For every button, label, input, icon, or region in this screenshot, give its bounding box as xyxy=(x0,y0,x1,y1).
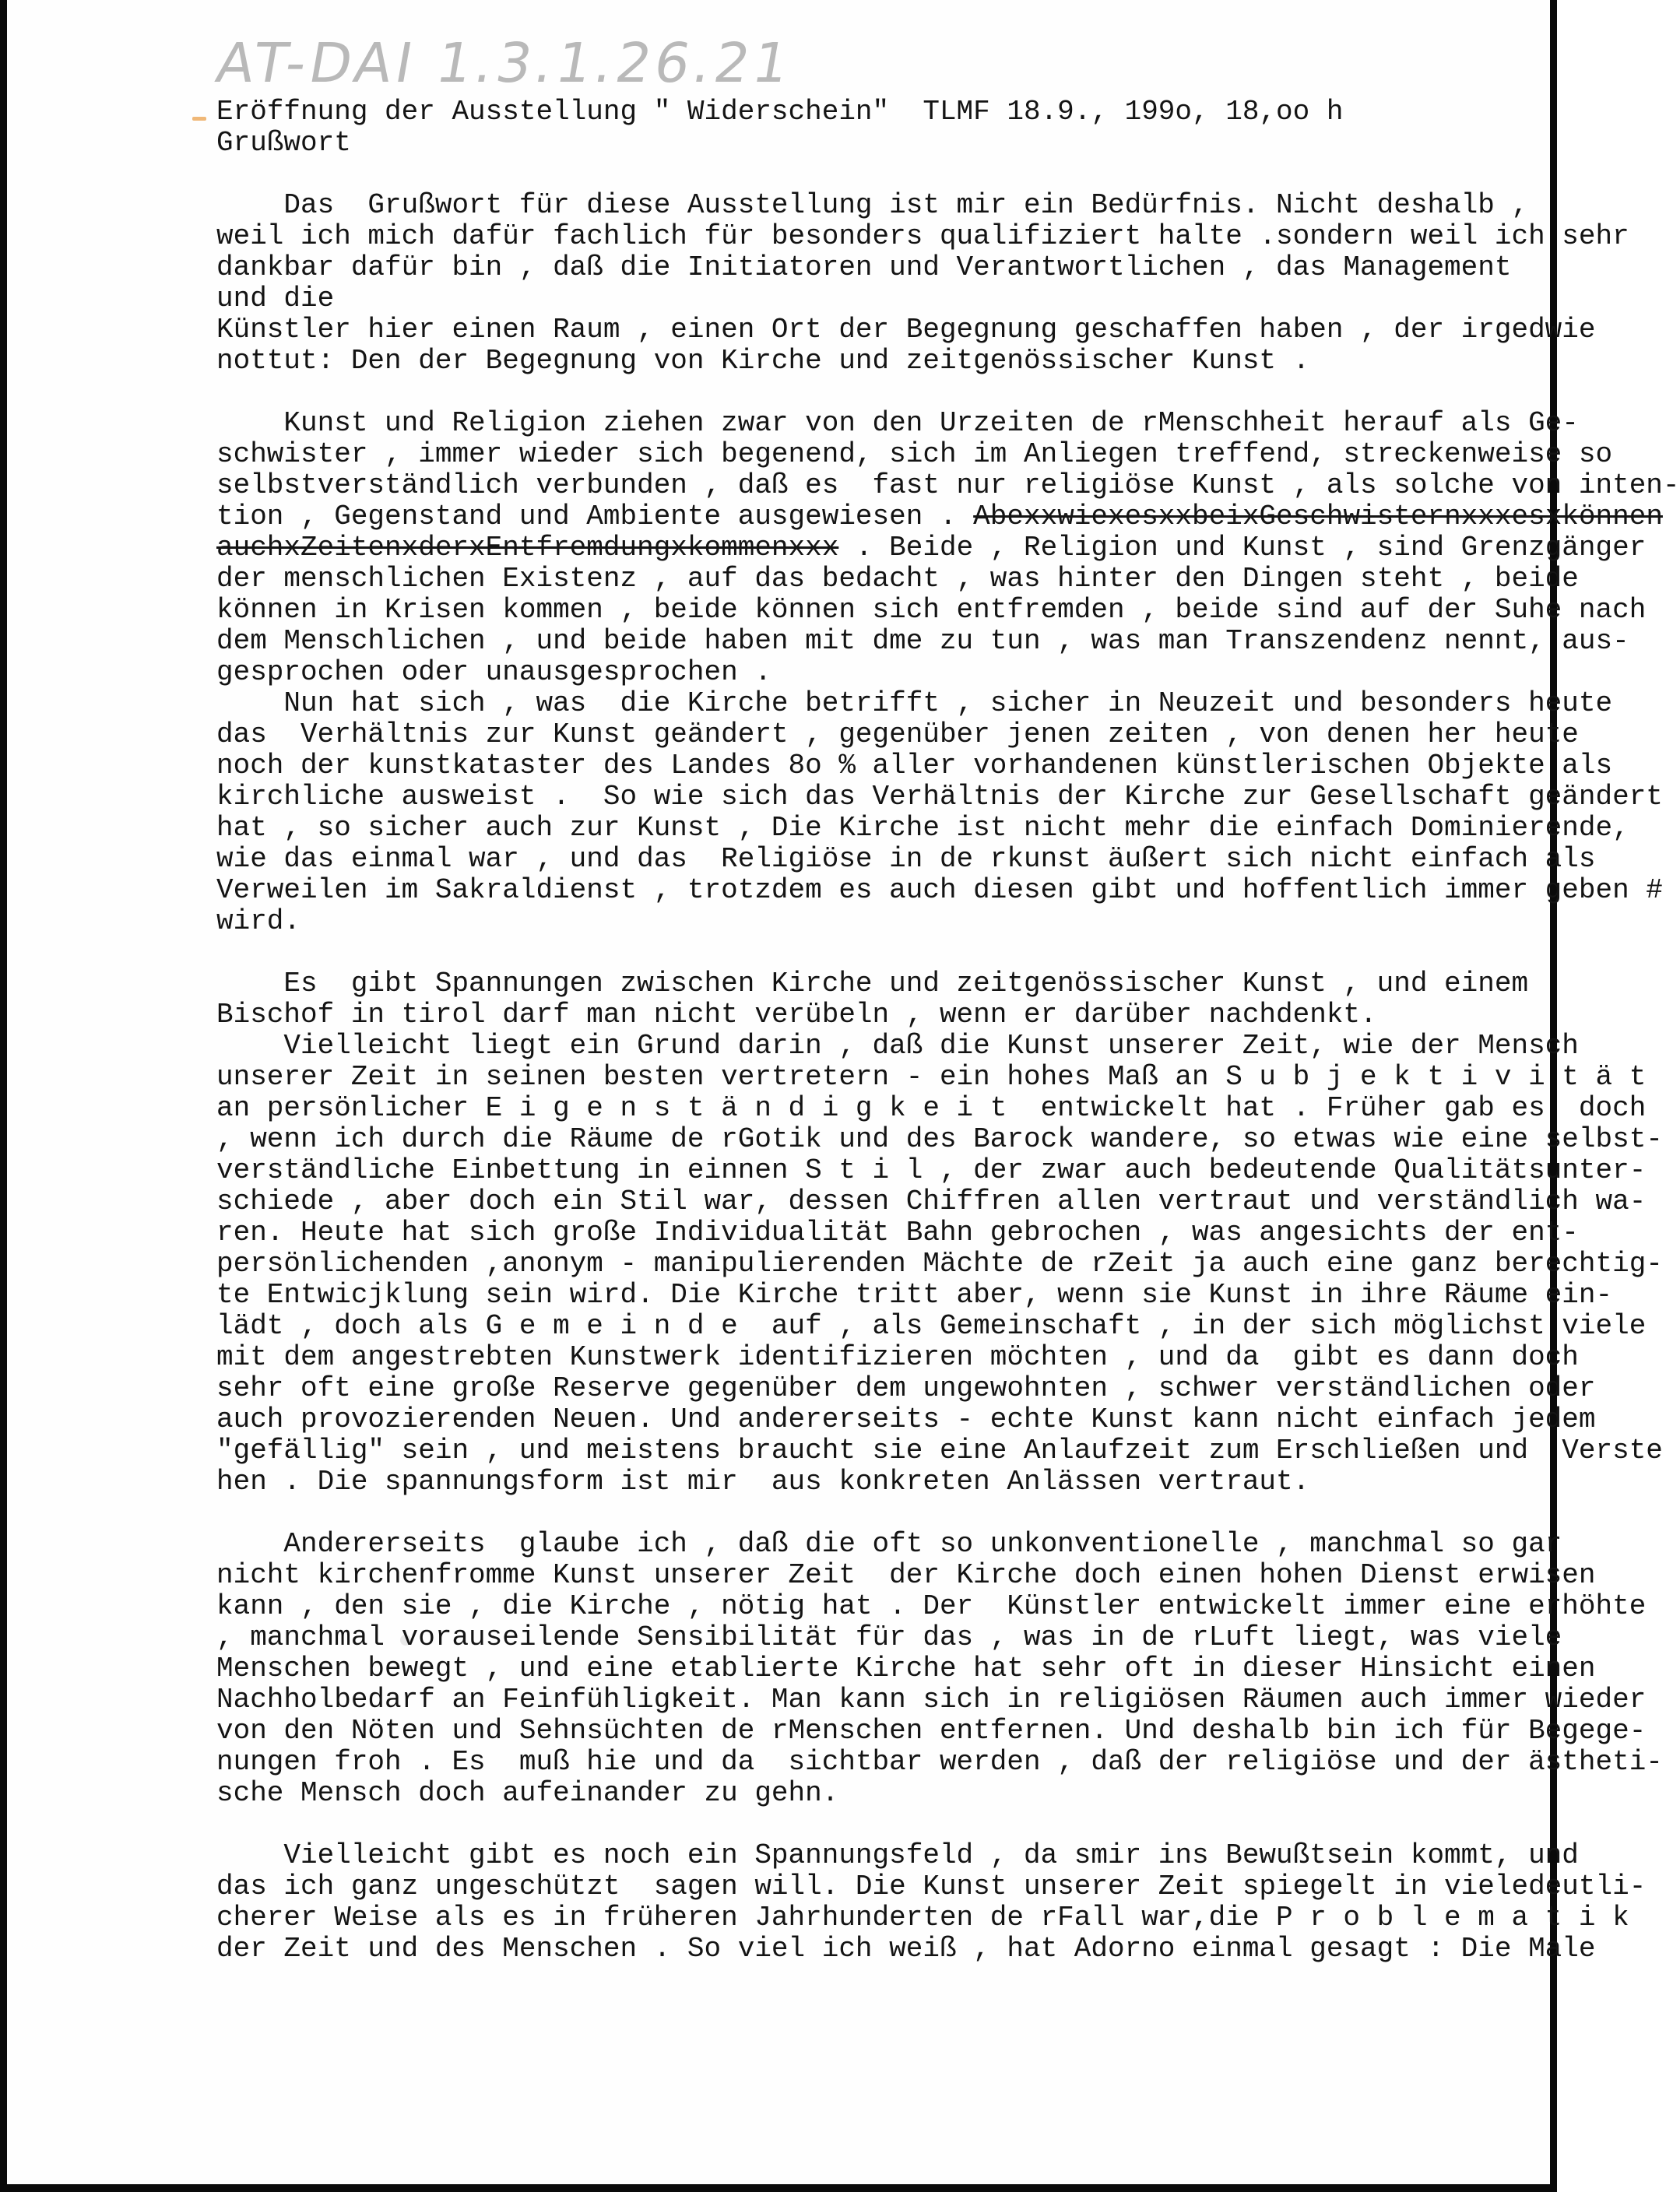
text-line: können in Krisen kommen , beide können sich entfremden , beide sind auf der Suhe nach xyxy=(216,594,1647,626)
paragraph xyxy=(216,968,1548,1031)
text-line: verständliche Einbettung in einnen S t i l , der zwar auch bedeutende Qualitätsunter- xyxy=(216,1154,1647,1186)
text-line: lädt , doch als G e m e i n d e auf , als Gemeinschaft , in der sich möglichst viele xyxy=(216,1310,1647,1342)
struck-text: AbexxwiexesxxbeixGeschwisternxxxesxkönnen xyxy=(973,501,1663,532)
text-line: dem Menschlichen , und beide haben mit dme zu tun , was man Transzendenz nennt, aus- xyxy=(216,625,1629,657)
text-line: schwister , immer wieder sich begenend, sich im Anliegen treffend, streckenweise so xyxy=(216,438,1613,470)
text-line: "gefällig" sein , und meistens braucht sie eine Anlaufzeit zum Erschließen und Verste xyxy=(216,1435,1663,1467)
text-line: Menschen bewegt , und eine etablierte Kirche hat sehr oft in dieser Hinsicht einen xyxy=(216,1653,1596,1684)
text-line: der Zeit und des Menschen . So viel ich weiß , hat Adorno einmal gesagt : Die Male xyxy=(216,1933,1596,1965)
text-line: Andererseits glaube ich , daß die oft so unkonventionelle , manchmal so gar xyxy=(216,1528,1562,1560)
text-line: tion , Gegenstand und Ambiente ausgewiesen . AbexxwiexesxxbeixGeschwisternxxxesxkönnen xyxy=(216,501,1663,532)
text-line: mit dem angestrebten Kunstwerk identifizieren möchten , und da gibt es dann doch xyxy=(216,1341,1579,1373)
text-line: Verweilen im Sakraldienst , trotzdem es auch diesen gibt und hoffentlich immer geben # xyxy=(216,874,1663,906)
text-line: gesprochen oder unausgesprochen . xyxy=(216,656,771,688)
text-line: ren. Heute hat sich große Individualität Bahn gebrochen , was angesichts der ent- xyxy=(216,1217,1579,1249)
text-line: selbstverständlich verbunden , daß es fast nur religiöse Kunst , als solche von inten- xyxy=(216,469,1680,501)
text-line: der menschlichen Existenz , auf das bedacht , was hinter den Dingen steht , beide xyxy=(216,563,1579,595)
paragraph xyxy=(216,407,1680,688)
text-line: nottut: Den der Begegnung von Kirche und zeitgenössischer Kunst . xyxy=(216,345,1310,377)
document-header: Eröffnung der Ausstellung " Widerschein" TLMF 18.9., 199o, 18,oo h xyxy=(216,96,1344,128)
orange-highlight-mark xyxy=(192,117,206,121)
text-line: nicht kirchenfromme Kunst unserer Zeit der Kirche doch einen hohen Dienst erwisen xyxy=(216,1559,1596,1591)
text-line: wie das einmal war , und das Religiöse in de rkunst äußert sich nicht einfach als xyxy=(216,843,1596,875)
text-line: unserer Zeit in seinen besten vertretern - ein hohes Maß an S u b j e k t i v i t ä t xyxy=(216,1061,1647,1093)
text-line: Kunst und Religion ziehen zwar von den Urzeiten de rMenschheit herauf als Ge- xyxy=(216,407,1579,439)
text-line: das ich ganz ungeschützt sagen will. Die Kunst unserer Zeit spiegelt in vieledeutli- xyxy=(216,1871,1647,1902)
paragraph xyxy=(216,1030,1663,1498)
paragraph xyxy=(216,1528,1663,1809)
letter-body xyxy=(216,96,1680,1965)
text-line: , wenn ich durch die Räume de rGotik und des Barock wandere, so etwas wie eine selbst- xyxy=(216,1123,1663,1155)
paragraph xyxy=(216,1839,1647,1965)
text-line: Es gibt Spannungen zwischen Kirche und zeitgenössischer Kunst , und einem xyxy=(216,968,1529,999)
struck-text: auchxZeitenxderxEntfremdungxkommenxxx xyxy=(216,532,839,564)
text-line: weil ich mich dafür fachlich für besonders qualifiziert halte .sondern weil ich sehr xyxy=(216,220,1629,252)
text-line: te Entwicjklung sein wird. Die Kirche tritt aber, wenn sie Kunst in ihre Räume ein- xyxy=(216,1279,1613,1311)
text-line: Künstler hier einen Raum , einen Ort der Begegnung geschaffen haben , der irgedwie xyxy=(216,314,1596,346)
text-line: wird. xyxy=(216,905,301,937)
text-line: auchxZeitenxderxEntfremdungxkommenxxx . Beide , Religion und Kunst , sind Grenzgänger xyxy=(216,532,1647,564)
paragraph xyxy=(216,189,1629,377)
text-line: sehr oft eine große Reserve gegenüber dem ungewohnten , schwer verständlichen oder xyxy=(216,1372,1596,1404)
text-line: schiede , aber doch ein Stil war, dessen Chiffren allen vertraut und verständlich wa- xyxy=(216,1186,1647,1217)
text-line: sche Mensch doch aufeinander zu gehn. xyxy=(216,1777,839,1809)
text-line: Vielleicht gibt es noch ein Spannungsfeld , da smir ins Bewußtsein kommt, und xyxy=(216,1839,1579,1871)
text-line: hen . Die spannungsform ist mir aus konkreten Anlässen vertraut. xyxy=(216,1466,1310,1498)
text-line: Nachholbedarf an Feinfühligkeit. Man kann sich in religiösen Räumen auch immer wieder xyxy=(216,1684,1647,1716)
text-line: noch der kunstkataster des Landes 8o % aller vorhandenen künstlerischen Objekte als xyxy=(216,750,1613,782)
text-line: das Verhältnis zur Kunst geändert , gegenüber jenen zeiten , von denen her heute xyxy=(216,718,1579,750)
paragraphs xyxy=(216,189,1680,1965)
paragraph xyxy=(216,687,1663,937)
text-line: Nun hat sich , was die Kirche betrifft , sicher in Neuzeit und besonders heute xyxy=(216,687,1613,719)
text-line: und die xyxy=(216,283,335,314)
salutation-heading: Grußwort xyxy=(216,127,351,159)
text-line: cherer Weise als es in früheren Jahrhunderten de rFall war,die P r o b l e m a t i k xyxy=(216,1902,1629,1934)
text-line: auch provozierenden Neuen. Und andererseits - echte Kunst kann nicht einfach jedem xyxy=(216,1403,1596,1435)
text-line: hat , so sicher auch zur Kunst , Die Kirche ist nicht mehr die einfach Dominierende, xyxy=(216,812,1629,844)
text-line: Vielleicht liegt ein Grund darin , daß die Kunst unserer Zeit, wie der Mensch xyxy=(216,1030,1579,1062)
text-line: dankbar dafür bin , daß die Initiatoren und Verantwortlichen , das Management xyxy=(216,251,1512,283)
text-line: Bischof in tirol darf man nicht verübeln , wenn er darüber nachdenkt. xyxy=(216,999,1377,1031)
text-line: , manchmal vorauseilende Sensibilität für das , was in de rLuft liegt, was viele xyxy=(216,1621,1562,1653)
text-line: an persönlicher E i g e n s t ä n d i g k e i t entwickelt hat . Früher gab es doch xyxy=(216,1092,1647,1124)
archive-signature: AT-DAI 1.3.1.26.21 xyxy=(211,31,798,95)
text-line: von den Nöten und Sehnsüchten de rMenschen entfernen. Und deshalb bin ich für Begege- xyxy=(216,1715,1647,1747)
text-line: kann , den sie , die Kirche , nötig hat . Der Künstler entwickelt immer eine erhöhte xyxy=(216,1590,1647,1622)
text-line: nungen froh . Es muß hie und da sichtbar werden , daß der religiöse und der ästheti- xyxy=(216,1746,1663,1778)
text-line: persönlichenden ,anonym - manipulierenden Mächte de rZeit ja auch eine ganz berechtig- xyxy=(216,1248,1663,1280)
text-line: kirchliche ausweist . So wie sich das Verhältnis der Kirche zur Gesellschaft geändert xyxy=(216,781,1663,813)
text-line: Das Grußwort für diese Ausstellung ist mir ein Bedürfnis. Nicht deshalb , xyxy=(216,189,1529,221)
